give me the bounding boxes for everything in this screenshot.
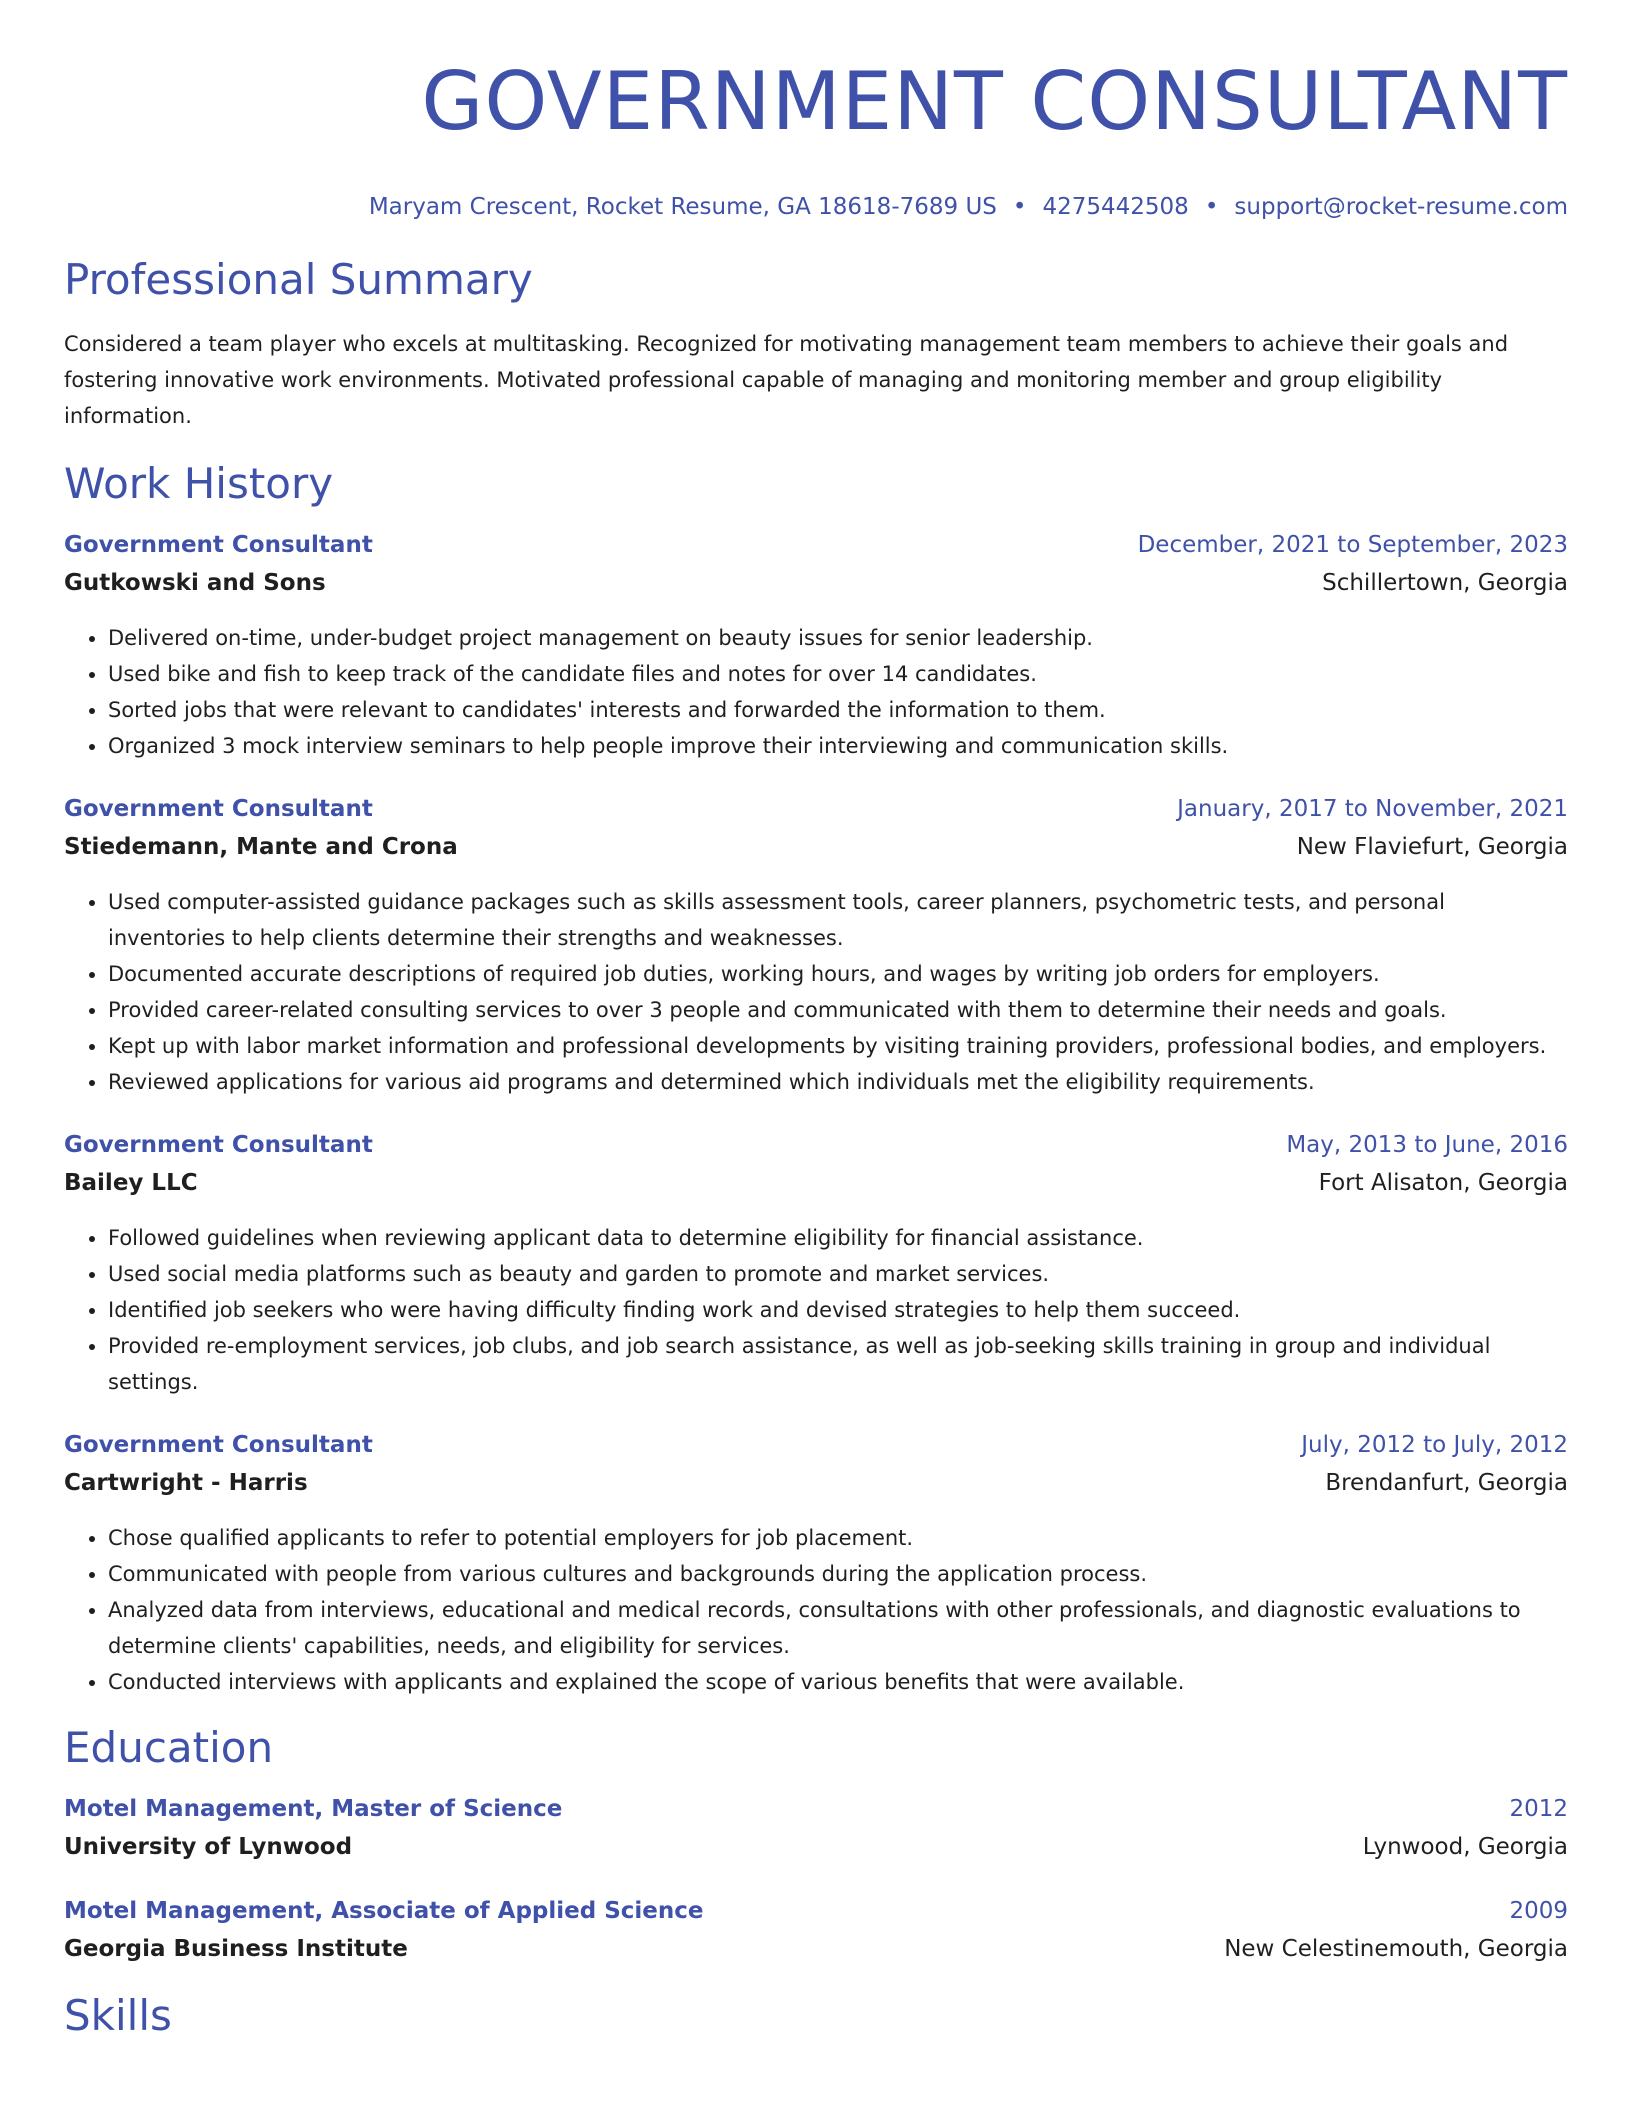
- job-bullets: [64, 1520, 1568, 1700]
- contact-phone: 4275442508: [1042, 194, 1189, 220]
- job-bullet: • Conducted interviews with applicants and explained the scope of various benefits that were available.: [108, 1664, 1568, 1700]
- job-location: Brendanfurt, Georgia: [1325, 1470, 1568, 1496]
- job-bullet: • Used computer-assisted guidance packages such as skills assessment tools, career planners, psychometric tests, and personal inventories to help clients determine their strengths and weaknesses.: [108, 884, 1568, 956]
- job-location: Schillertown, Georgia: [1322, 570, 1568, 596]
- contact-email[interactable]: support@rocket-resume.com: [1234, 194, 1568, 220]
- work-history-section: [64, 458, 1568, 1700]
- job-bullet: • Kept up with labor market information and professional developments by visiting training providers, professional bodies, and employers.: [108, 1028, 1568, 1064]
- job-entry: [64, 790, 1568, 1100]
- job-bullet: • Followed guidelines when reviewing applicant data to determine eligibility for financial assistance.: [108, 1220, 1568, 1256]
- job-bullets: [64, 620, 1568, 764]
- contact-separator: •: [1012, 194, 1027, 220]
- job-bullet: • Documented accurate descriptions of required job duties, working hours, and wages by writing job orders for employers.: [108, 956, 1568, 992]
- job-bullet: • Provided career-related consulting services to over 3 people and communicated with them to determine their needs and goals.: [108, 992, 1568, 1028]
- education-school: University of Lynwood: [64, 1834, 353, 1860]
- job-bullet: • Used social media platforms such as beauty and garden to promote and market services.: [108, 1256, 1568, 1292]
- skills-title: Skills: [64, 1991, 172, 2040]
- summary-title: Professional Summary: [64, 255, 533, 304]
- summary-section: [64, 254, 1568, 434]
- education-degree: Motel Management, Master of Science: [64, 1796, 563, 1822]
- job-company: Bailey LLC: [64, 1170, 198, 1196]
- job-entry: [64, 526, 1568, 764]
- job-role: Government Consultant: [64, 1432, 373, 1458]
- job-dates: May, 2013 to June, 2016: [1286, 1132, 1568, 1158]
- education-year: 2012: [1509, 1796, 1568, 1822]
- education-location: New Celestinemouth, Georgia: [1224, 1936, 1568, 1962]
- job-bullet: • Organized 3 mock interview seminars to help people improve their interviewing and communication skills.: [108, 728, 1568, 764]
- work-history-title: Work History: [64, 459, 334, 508]
- job-dates: July, 2012 to July, 2012: [1301, 1432, 1568, 1458]
- job-bullet: • Used bike and fish to keep track of the candidate files and notes for over 14 candidates.: [108, 656, 1568, 692]
- contact-address: Maryam Crescent, Rocket Resume, GA 18618-7689 US: [368, 194, 997, 220]
- job-company: Stiedemann, Mante and Crona: [64, 834, 458, 860]
- job-location: Fort Alisaton, Georgia: [1318, 1170, 1568, 1196]
- job-bullet: • Communicated with people from various cultures and backgrounds during the application process.: [108, 1556, 1568, 1592]
- job-bullet: • Identified job seekers who were having difficulty finding work and devised strategies to help them succeed.: [108, 1292, 1568, 1328]
- job-bullet: • Delivered on-time, under-budget project management on beauty issues for senior leadership.: [108, 620, 1568, 656]
- summary-text: Considered a team player who excels at multitasking. Recognized for motivating management team members to achieve their goals and fostering innovative work environments. Motivated professional capable of managing and monitoring member and group eligibility information.: [64, 332, 1509, 428]
- education-year: 2009: [1509, 1898, 1568, 1924]
- education-location: Lynwood, Georgia: [1362, 1834, 1568, 1860]
- job-dates: December, 2021 to September, 2023: [1137, 532, 1568, 558]
- job-dates: January, 2017 to November, 2021: [1177, 796, 1568, 822]
- job-bullet: • Sorted jobs that were relevant to candidates' interests and forwarded the information to them.: [108, 692, 1568, 728]
- job-role: Government Consultant: [64, 796, 373, 822]
- job-bullet: • Provided re-employment services, job clubs, and job search assistance, as well as job-seeking skills training in group and individual settings.: [108, 1328, 1568, 1400]
- job-bullet: • Chose qualified applicants to refer to potential employers for job placement.: [108, 1520, 1568, 1556]
- education-degree: Motel Management, Associate of Applied Science: [64, 1898, 704, 1924]
- job-company: Gutkowski and Sons: [64, 570, 326, 596]
- job-location: New Flaviefurt, Georgia: [1296, 834, 1568, 860]
- resume-header: [64, 0, 1568, 222]
- job-entry: [64, 1126, 1568, 1400]
- skills-section: [64, 1990, 1568, 2042]
- education-school: Georgia Business Institute: [64, 1936, 408, 1962]
- job-bullet: • Reviewed applications for various aid programs and determined which individuals met the eligibility requirements.: [108, 1064, 1568, 1100]
- job-bullet: • Analyzed data from interviews, educational and medical records, consultations with other professionals, and diagnostic evaluations to determine clients' capabilities, needs, and eligibility for services.: [108, 1592, 1568, 1664]
- job-entry: [64, 1426, 1568, 1700]
- education-entry: [64, 1790, 1568, 1866]
- job-bullets: [64, 884, 1568, 1100]
- job-bullets: [64, 1220, 1568, 1400]
- job-role: Government Consultant: [64, 532, 373, 558]
- job-company: Cartwright - Harris: [64, 1470, 308, 1496]
- education-section: [64, 1722, 1568, 1968]
- contact-separator: •: [1204, 194, 1219, 220]
- education-title: Education: [64, 1723, 274, 1772]
- education-entry: [64, 1892, 1568, 1968]
- contact-line: [64, 192, 1568, 222]
- job-role: Government Consultant: [64, 1132, 373, 1158]
- resume-name: GOVERNMENT CONSULTANT: [421, 55, 1568, 148]
